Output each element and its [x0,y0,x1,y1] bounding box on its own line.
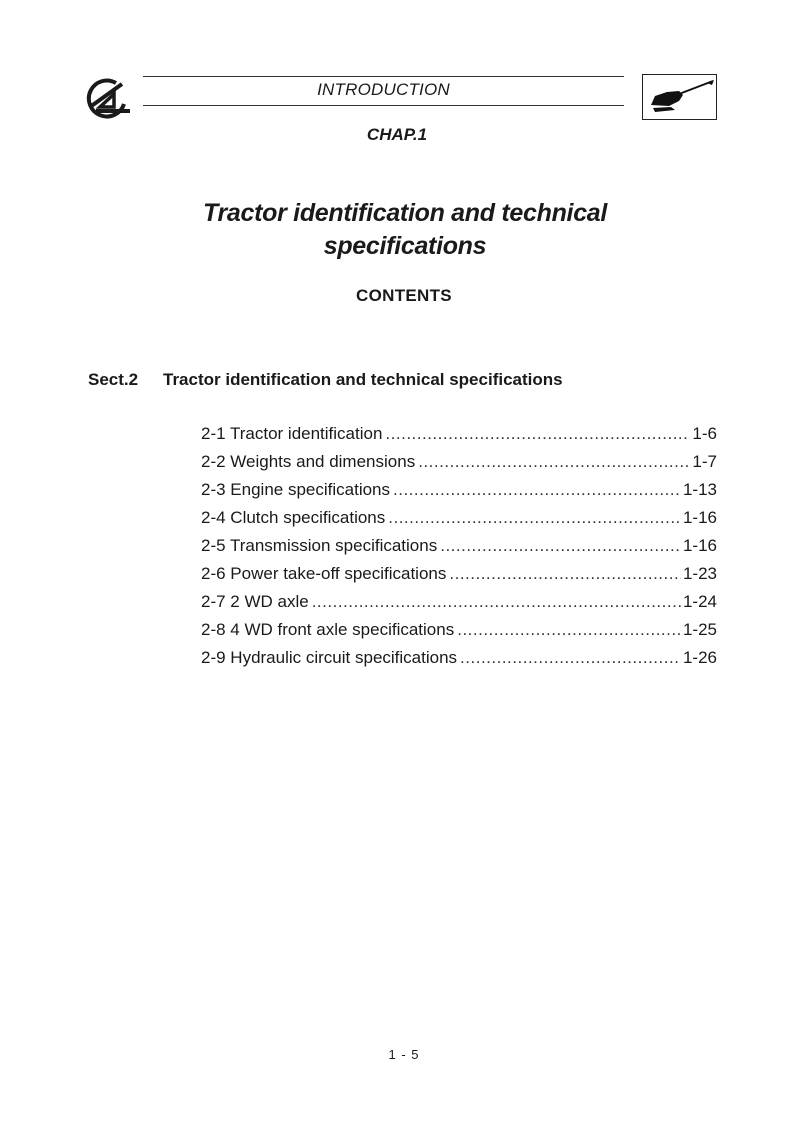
toc-entry-page: 1-16 [682,536,717,555]
toc-entry-label: 2-2 Weights and dimensions [201,452,416,471]
section-number: Sect.2 [88,370,139,389]
page-title [100,197,710,263]
page-title-line-1: Tractor identification and technical [202,199,608,227]
toc-entry-label: 2-3 Engine specifications [201,480,391,499]
toc-entry[interactable] [201,564,717,592]
toc-entry-page: 1-24 [682,592,717,611]
toc-leader-dots [457,620,681,640]
toc-entry[interactable] [201,592,717,620]
toc-leader-dots [418,452,690,472]
table-of-contents [201,424,717,676]
toc-entry-label: 2-4 Clutch specifications [201,508,386,527]
toc-entry[interactable] [201,620,717,648]
toc-entry[interactable] [201,508,717,536]
toc-leader-dots [388,508,681,528]
toc-entry[interactable] [201,480,717,508]
contents-heading: CONTENTS [356,286,452,305]
page-number: 1 - 5 [388,1047,420,1062]
toc-entry[interactable] [201,648,717,676]
toc-entry-label: 2-7 2 WD axle [201,592,309,611]
chapter-label: CHAP.1 [366,125,428,144]
toc-leader-dots [312,592,681,612]
toc-leader-dots [460,648,681,668]
toc-entry-page: 1-6 [692,424,717,443]
section-label: INTRODUCTION [317,80,450,99]
toc-entry-page: 1-16 [682,508,717,527]
toc-entry[interactable] [201,536,717,564]
toc-leader-dots [385,424,690,444]
toc-entry-page: 1-7 [692,452,717,471]
toc-entry-label: 2-6 Power take-off specifications [201,564,447,583]
toc-entry-label: 2-9 Hydraulic circuit specifications [201,648,458,667]
pointing-hand-icon [642,74,717,120]
toc-leader-dots [440,536,681,556]
section-title: Tractor identification and technical specifications [163,370,563,389]
header-rule-top [143,76,624,77]
toc-leader-dots [393,480,681,500]
toc-entry-page: 1-23 [682,564,717,583]
toc-entry-label: 2-5 Transmission specifications [201,536,438,555]
toc-entry-page: 1-13 [682,480,717,499]
page-title-line-2: specifications [323,232,487,260]
toc-entry-page: 1-25 [682,620,717,639]
toc-entry-page: 1-26 [682,648,717,667]
toc-leader-dots [449,564,681,584]
toc-entry[interactable] [201,424,717,452]
toc-entry[interactable] [201,452,717,480]
toc-entry-label: 2-8 4 WD front axle specifications [201,620,455,639]
header-rule-bottom [143,105,624,106]
toc-entry-label: 2-1 Tractor identification [201,424,383,443]
brand-logo-icon [86,77,132,119]
